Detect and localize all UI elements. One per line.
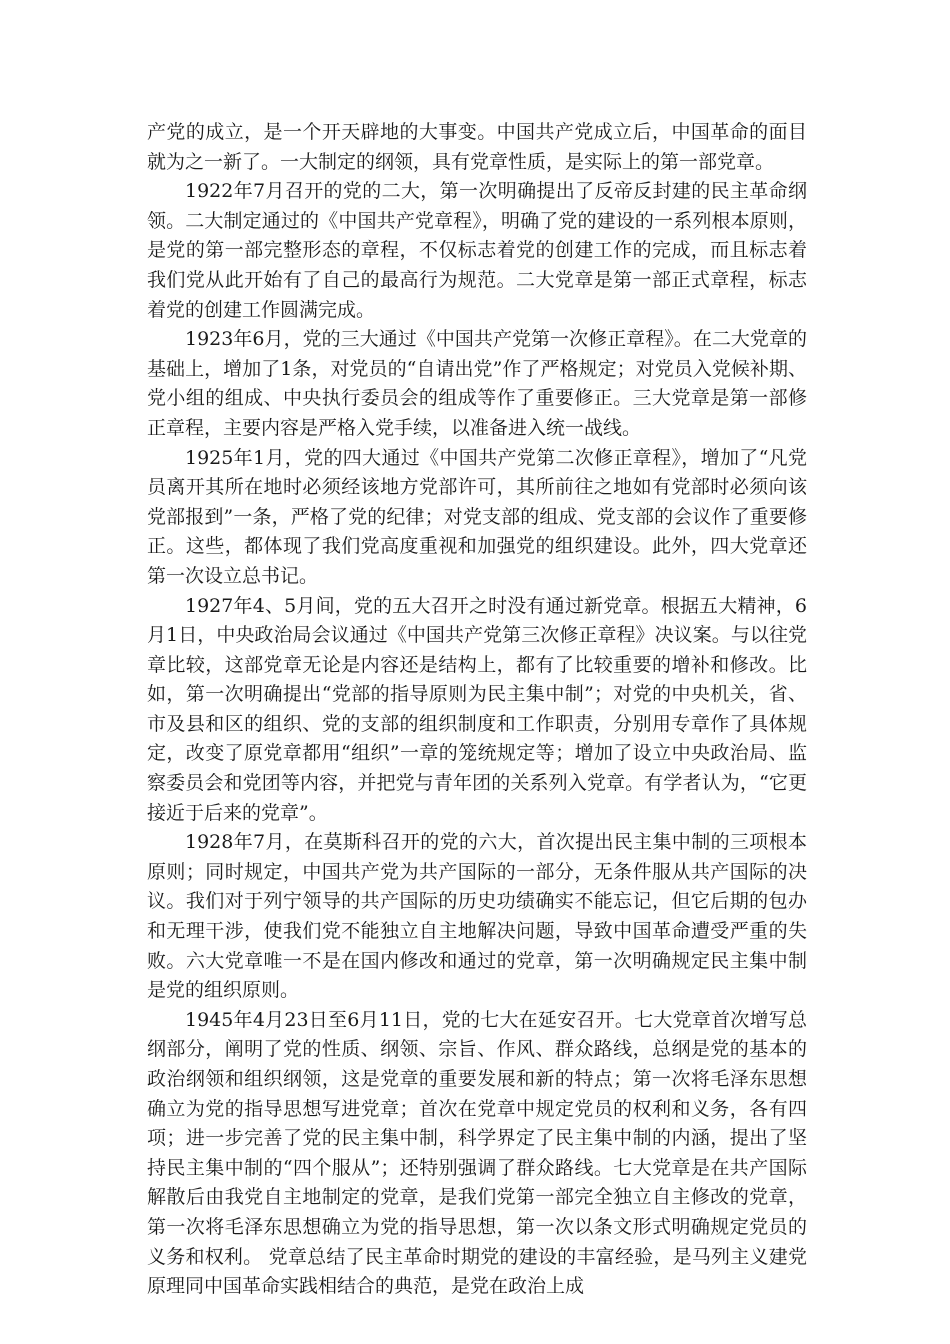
paragraph-5: 1927年4、5月间，党的五大召开之时没有通过新党章。根据五大精神，6月1日，中央政治局会议通过《中国共产党第三次修正章程》决议案。与以往党章比较，这部党章无论是内容还是结构上，都有了比较重要的增补和修改。比如，第一次明确提出“党部的指导原则为民主集中制”；对党的中央机关，省、市及县和区的组织、党的支部的组织制度和工作职责，分别用专章作了具体规定，改变了原党章都用“组织”一章的笼统规定等；增加了设立中央政治局、监察委员会和党团等内容，并把党与青年团的关系列入党章。有学者认为，“它更接近于后来的党章”。	[147, 594, 807, 824]
document-body	[147, 118, 807, 1302]
paragraph-1: 产党的成立，是一个开天辟地的大事变。中国共产党成立后，中国革命的面目就为之一新了。一大制定的纲领，具有党章性质，是实际上的第一部党章。	[147, 121, 807, 173]
paragraph-2: 1922年7月召开的党的二大，第一次明确提出了反帝反封建的民主革命纲领。二大制定通过的《中国共产党章程》，明确了党的建设的一系列根本原则，是党的第一部完整形态的章程，不仅标志着党的创建工作的完成，而且标志着我们党从此开始有了自己的最高行为规范。二大党章是第一部正式章程，标志着党的创建工作圆满完成。	[147, 180, 807, 321]
paragraph-3: 1923年6月，党的三大通过《中国共产党第一次修正章程》。在二大党章的基础上，增加了1条，对党员的“自请出党”作了严格规定；对党员入党候补期、党小组的组成、中央执行委员会的组成等作了重要修正。三大党章是第一部修正章程，主要内容是严格入党手续，以准备进入统一战线。	[147, 328, 807, 439]
paragraph-7: 1945年4月23日至6月11日，党的七大在延安召开。七大党章首次增写总纲部分，阐明了党的性质、纲领、宗旨、作风、群众路线，总纲是党的基本的政治纲领和组织纲领，这是党章的重要发展和新的特点；第一次将毛泽东思想确立为党的指导思想写进党章；首次在党章中规定党员的权利和义务，各有四项；进一步完善了党的民主集中制，科学界定了民主集中制的内涵，提出了坚持民主集中制的“四个服从”；还特别强调了群众路线。七大党章是在共产国际解散后由我党自主地制定的党章，是我们党第一部完全独立自主修改的党章，第一次将毛泽东思想确立为党的指导思想，第一次以条文形式明确规定党员的义务和权利。 党章总结了民主革命时期党的建设的丰富经验，是马列主义建党原理同中国革命实践相结合的典范，是党在政治上成	[147, 1008, 807, 1298]
paragraph-4: 1925年1月，党的四大通过《中国共产党第二次修正章程》，增加了“凡党员离开其所在地时必须经该地方党部许可，其所前往之地如有党部时必须向该党部报到”一条，严格了党的纪律；对党支部的组成、党支部的会议作了重要修正。这些，都体现了我们党高度重视和加强党的组织建设。此外，四大党章还第一次设立总书记。	[147, 446, 807, 587]
paragraph-6: 1928年7月，在莫斯科召开的党的六大，首次提出民主集中制的三项根本原则；同时规定，中国共产党为共产国际的一部分，无条件服从共产国际的决议。我们对于列宁领导的共产国际的历史功绩确实不能忘记，但它后期的包办和无理干涉，使我们党不能独立自主地解决问题，导致中国革命遭受严重的失败。六大党章唯一不是在国内修改和通过的党章，第一次明确规定民主集中制是党的组织原则。	[147, 831, 807, 1002]
